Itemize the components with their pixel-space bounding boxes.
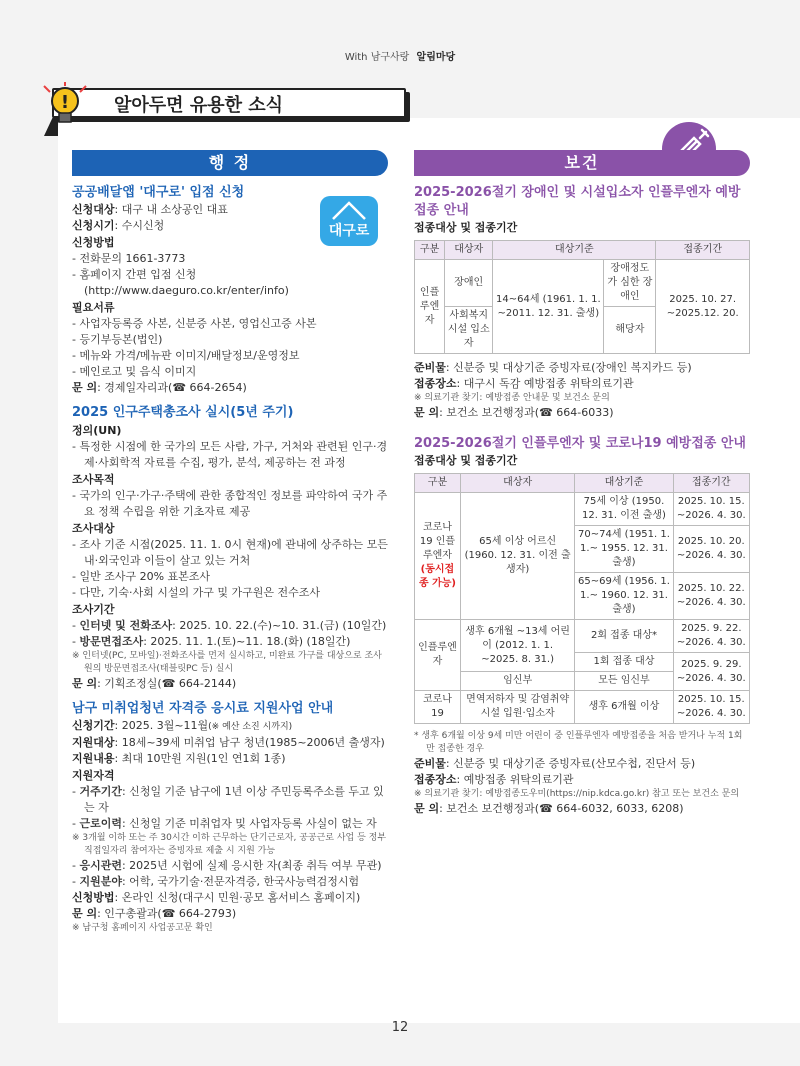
flu-covid-title: 2025-2026절기 인플루엔자 및 코로나19 예방접종 안내 [414, 436, 746, 451]
header-prefix: With 남구사랑 [344, 52, 410, 63]
daeguro-title: 공공배달앱 '대구로' 입점 신청 [72, 185, 245, 200]
health-section-header: 보건 [414, 150, 750, 176]
section-banner [38, 82, 408, 122]
flu-covid-table: 구분 대상자 대상기준 접종기간 코로나19 인플루엔자 (동시접종 가능) 65세 이상 어르신 (1960. 12. 31. 이전 출생자) 75세 이상 (1950. 12. 31. 이전 출생) 2025. 10. 15. ~2026. 4. 30. 70~74세 (1951. 1. 1.~ 1955. 12. 31. 출생) 2025. 10. 20. ~2026. 4. 30. 65~69세 (1956. 1. 1.~ 1960. 12. 31. 출생) 2025. 10. 22. ~2026. 4. 30. 인플루엔자 생후 6개월 ~13세 어린이 (2012. 1. 1. ~2025. 8. 31.) 2회 접종 대상* 2025. 9. 22. ~2026. 4. 30. 1회 접종 대상 2025. 9. 29. ~2026. 4. 30. 임신부 모든 임신부 코로나19 면역저하자 및 감염취약시설 입원·입소자 생후 6개월 이상 2025. 10. 15. ~2026. 4. 30. [414, 473, 750, 724]
census-title: 2025 인구주택총조사 실시(5년 주기) [72, 405, 294, 420]
app-icon-text: 대구로 [328, 223, 370, 239]
daeguro-link[interactable]: - 홈페이지 간편 입점 신청(http://www.daeguro.co.kr/enter/info) [72, 268, 289, 297]
disabled-flu-title: 2025-2026절기 장애인 및 시설입소자 인플루엔자 예방접종 안내 [414, 185, 741, 218]
lightbulb-icon [40, 82, 90, 126]
banner-title: 알아두면 유용한 소식 [114, 95, 284, 116]
admin-column: 행 정 공공배달앱 '대구로' 입점 신청 신청대상: 대구 내 소상공인 대표 신청시기: 수시신청 신청방법 - 전화문의 1661-3773 - 홈페이지 간편 입점 신청(http://www.daeguro.co.kr/enter/info) 필요서류 - 사업자등록증 사본, 신분증 사본, 영업신고증 사본 - 등기부등본(법인) - 메뉴와 가격/메뉴판 이미지/배달정보/운영정보 - 메인로고 및 음식 이미지 문 의: 경제일자리과(☎ 664-2654) 2025 인구주택총조사 실시(5년 주기) 정의(UN) - 특정한 시점에 한 국가의 모든 사람, 가구, 거처와 관련된 인구·경제·사회학적 자료를 수집, 평가, 분석, 제공하는 전 과정 조사목적 - 국가의 인구·가구·주택에 관한 종합적인 정보를 파악하여 국가 주요 정책 수립을 위한 기초자료 제공 조사대상 - 조사 기준 시점(2025. 11. 1. 0시 현재)에 관내에 상주하는 모든 내·외국인과 이들이 살고 있는 거처 - 일반 조사구 20% 표본조사 - 다만, 기숙·사회 시설의 가구 및 가구원은 전수조사 조사기간 - 인터넷 및 전화조사: 2025. 10. 22.(수)~10. 31.(금) (10일간) - 방문면접조사: 2025. 11. 1.(토)~11. 18.(화) (18일간) ※ 인터넷(PC, 모바일)·전화조사를 먼저 실시하고, 미완료 가구를 대상으로 조사원의 방문면접조사(태블릿PC 등) 실시 문 의: 기획조정실(☎ 664-2144) 남구 미취업청년 자격증 응시료 지원사업 안내 신청기간: 2025. 3월~11월(※ 예산 소진 시까지) 지원대상: 18세~39세 미취업 남구 청년(1985~2006년 출생자) 지원내용: 최대 10만원 지원(1인 연1회 1종) 지원자격 - 거주기간: 신청일 기준 남구에 1년 이상 주민등록주소를 두고 있는 자 - 근로이력: 신청일 기준 미취업자 및 사업자등록 사실이 없는 자 ※ 3개월 이하 또는 주 30시간 이하 근무하는 단기근로자, 공공근로 사업 등 정부직접일자리 참여자는 증빙자료 제출 시 지원 가능 - 응시관련: 2025년 시험에 실제 응시한 자(최종 취득 여부 무관) - 지원분야: 어학, 국가기술·전문자격증, 한국사능력검정시험 신청방법: 온라인 신청(대구시 민원·공모 홈서비스 홈페이지) 문 의: 인구총괄과(☎ 664-2793) ※ 남구청 홈페이지 사업공고문 확인 [72, 150, 388, 935]
disabled-flu-table: 구분 대상자 대상기준 접종기간 인플루엔자 장애인 14~64세 (1961. 1. 1. ~2011. 12. 31. 출생) 장애정도가 심한 장애인 2025. 10. 27. ~2025.12. 20. 사회복지 시설 입소자 해당자 [414, 240, 750, 354]
svg-text:!: ! [60, 92, 70, 113]
page-number: 12 [391, 1020, 409, 1035]
header-brand: 알림마당 [416, 52, 456, 63]
admin-section-header: 행 정 [72, 150, 388, 176]
exam-fee-title: 남구 미취업청년 자격증 응시료 지원사업 안내 [72, 701, 334, 716]
page-header [0, 48, 800, 63]
health-column: 보건 2025-2026절기 장애인 및 시설입소자 인플루엔자 예방접종 안내 접종대상 및 접종기간 구분 대상자 대상기준 접종기간 인플루엔자 장애인 14~64세 (1961. 1. 1. ~2011. 12. 31. 출생) 장애정도가 심한 장애인 2025. 10. 27. ~2025.12. 20. 사회복지 시설 입소자 해당자 준비물: 신분증 및 대상기준 증빙자료(장애인 복지카드 등) 접종장소: 대구시 독감 예방접종 위탁의료기관 ※ 의료기관 찾기: 예방접종 안내문 및 보건소 문의 문 의: 보건소 보건행정과(☎ 664-6033) 2025-2026절기 인플루엔자 및 코로나19 예방접종 안내 접종대상 및 접종기간 구분 대상자 대상기준 접종기간 코로나19 인플루엔자 (동시접종 가능) 65세 이상 어르신 (1960. 12. 31. 이전 출생자) 75세 이상 (1950. 12. 31. 이전 출생) 2025. 10. 15. ~2026. 4. 30. 70~74세 (1951. 1. 1.~ 1955. 12. 31. 출생) 2025. 10. 20. ~2026. 4. 30. 65~69세 (1956. 1. 1.~ 1960. 12. 31. 출생) 2025. 10. 22. ~2026. 4. 30. 인플루엔자 생후 6개월 ~13세 어린이 (2012. 1. 1. ~2025. 8. 31.) 2회 접종 대상* 2025. 9. 22. ~2026. 4. 30. 1회 접종 대상 2025. 9. 29. ~2026. 4. 30. 임신부 모든 임신부 코로나19 면역저하자 및 감염취약시설 입원·입소자 생후 6개월 이상 2025. 10. 15. ~2026. 4. 30. * 생후 6개월 이상 9세 미만 어린이 중 인플루엔자 예방접종을 처음 받거나 누적 1회만 접종한 경우 준비물: 신분증 및 대상기준 증빙자료(산모수첩, 진단서 등) 접종장소: 예방접종 위탁의료기관 ※ 의료기관 찾기: 예방접종도우미(https://nip.kdca.go.kr) 참고 또는 보건소 문의 문 의: 보건소 보건행정과(☎ 664-6032, 6033, 6208) [414, 150, 750, 817]
